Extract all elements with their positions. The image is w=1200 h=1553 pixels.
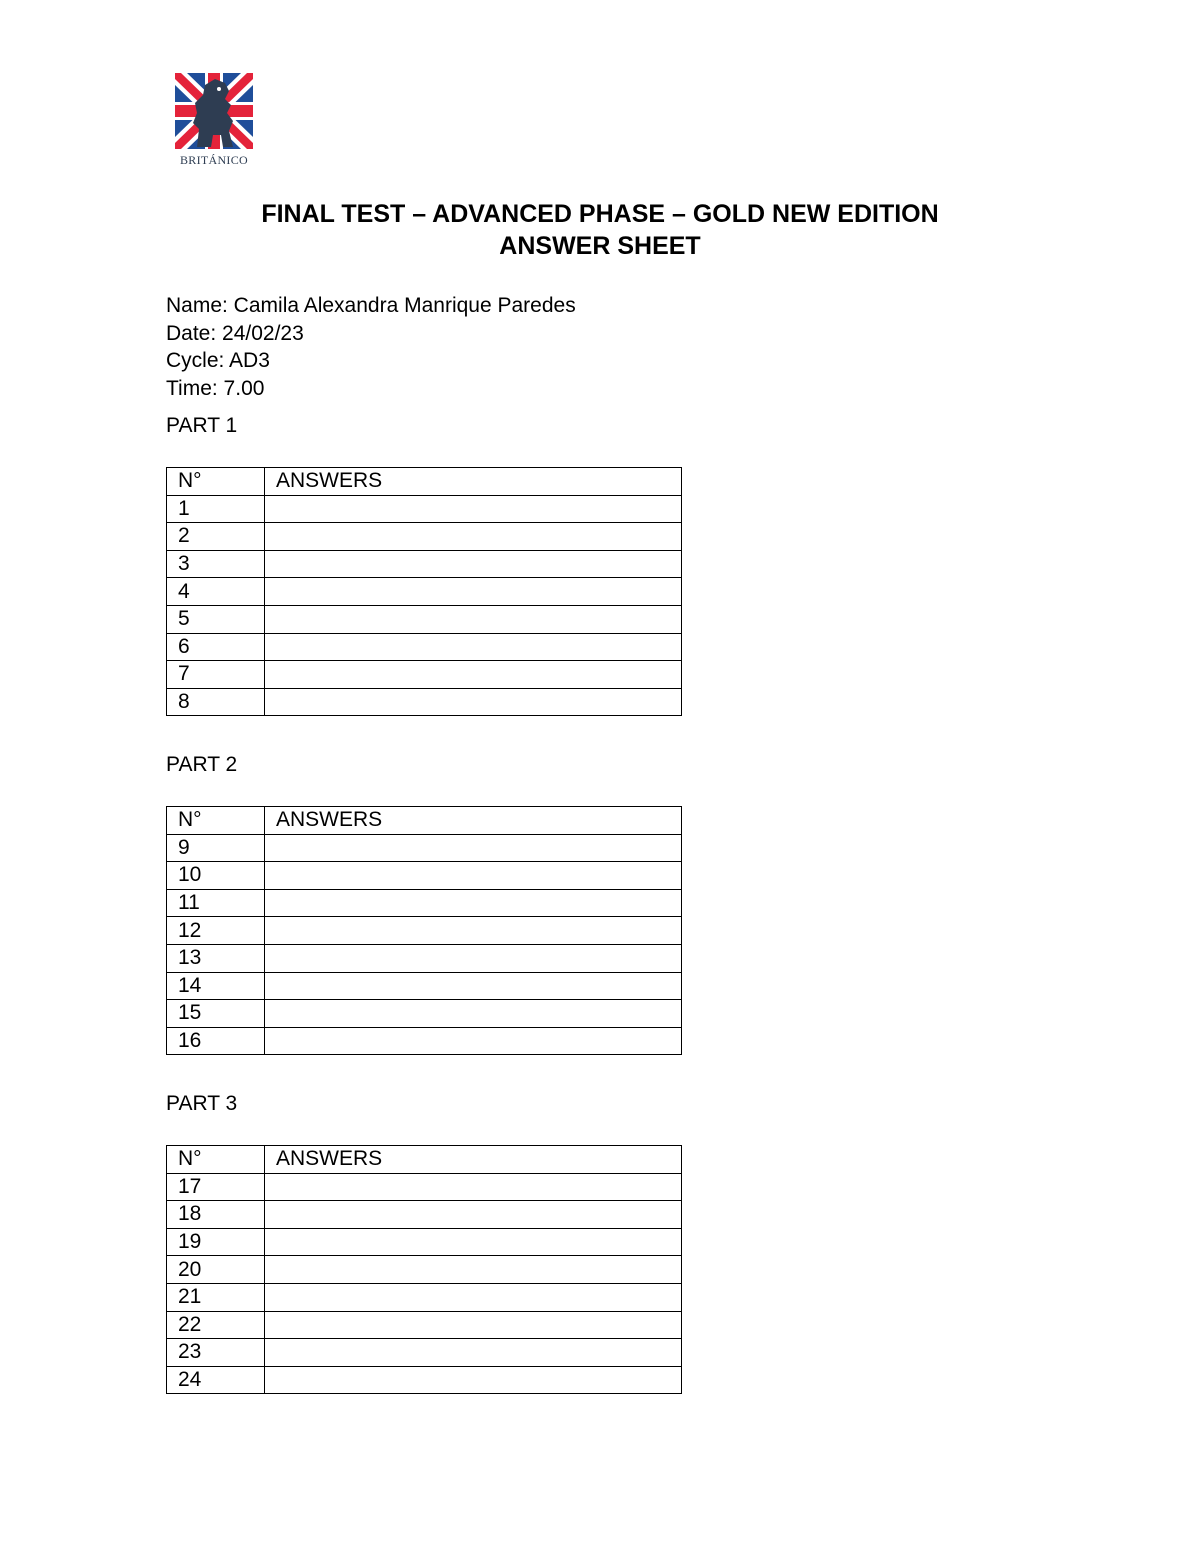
row-number: 15 [167, 1000, 265, 1028]
info-cycle: Cycle: AD3 [166, 349, 270, 372]
row-number: 3 [167, 550, 265, 578]
info-date: Date: 24/02/23 [166, 321, 304, 345]
table-row [167, 661, 682, 689]
table-row [167, 862, 682, 890]
table-row [167, 550, 682, 578]
britanico-logo [175, 73, 255, 168]
row-number: 21 [167, 1283, 265, 1311]
answer-cell[interactable] [265, 944, 682, 972]
row-number: 17 [167, 1173, 265, 1201]
row-number: 2 [167, 523, 265, 551]
table-row [167, 688, 682, 716]
header-number: N° [167, 807, 265, 835]
table-row [167, 1311, 682, 1339]
header-answers: ANSWERS [265, 468, 682, 496]
part-3-table [166, 1145, 682, 1394]
table-row [167, 1173, 682, 1201]
table-row [167, 1366, 682, 1394]
table-row [167, 1000, 682, 1028]
row-number: 22 [167, 1311, 265, 1339]
table-header-row [167, 1146, 682, 1174]
header-number: N° [167, 468, 265, 496]
answer-cell[interactable] [265, 1000, 682, 1028]
answer-cell[interactable] [265, 1027, 682, 1055]
part-1-heading: PART 1 [166, 414, 238, 437]
row-number: 18 [167, 1201, 265, 1229]
title-line-2: ANSWER SHEET [499, 232, 701, 260]
answer-cell[interactable] [265, 1256, 682, 1284]
info-time: Time: 7.00 [166, 376, 265, 400]
table-row [167, 972, 682, 1000]
answer-cell[interactable] [265, 1201, 682, 1229]
row-number: 14 [167, 972, 265, 1000]
answer-cell[interactable] [265, 889, 682, 917]
answer-cell[interactable] [265, 917, 682, 945]
logo-text: BRITÁNICO [179, 153, 249, 167]
row-number: 9 [167, 834, 265, 862]
row-number: 8 [167, 688, 265, 716]
table-header-row [167, 468, 682, 496]
answer-cell[interactable] [265, 1173, 682, 1201]
info-name: Name: Camila Alexandra Manrique Paredes [166, 294, 576, 317]
answer-cell[interactable] [265, 972, 682, 1000]
answer-cell[interactable] [265, 1366, 682, 1394]
header-number: N° [167, 1146, 265, 1174]
row-number: 13 [167, 944, 265, 972]
answer-cell[interactable] [265, 495, 682, 523]
row-number: 16 [167, 1027, 265, 1055]
table-row [167, 1027, 682, 1055]
row-number: 19 [167, 1228, 265, 1256]
table-row [167, 1256, 682, 1284]
table-row [167, 1228, 682, 1256]
table-row [167, 1283, 682, 1311]
part-1-table [166, 467, 682, 716]
table-row [167, 1201, 682, 1229]
lion-flag-emblem-icon [175, 73, 253, 149]
part-2-table [166, 806, 682, 1055]
answer-cell[interactable] [265, 550, 682, 578]
part-2-heading: PART 2 [166, 753, 238, 776]
table-row [167, 633, 682, 661]
row-number: 20 [167, 1256, 265, 1284]
answer-cell[interactable] [265, 605, 682, 633]
answer-cell[interactable] [265, 1311, 682, 1339]
row-number: 11 [167, 889, 265, 917]
document-title [0, 198, 1200, 262]
answer-cell[interactable] [265, 578, 682, 606]
table-row [167, 1339, 682, 1367]
answer-cell[interactable] [265, 1283, 682, 1311]
table-row [167, 605, 682, 633]
table-row [167, 495, 682, 523]
table-row [167, 578, 682, 606]
answer-cell[interactable] [265, 688, 682, 716]
row-number: 4 [167, 578, 265, 606]
row-number: 7 [167, 661, 265, 689]
answer-cell[interactable] [265, 523, 682, 551]
answer-cell[interactable] [265, 1228, 682, 1256]
row-number: 10 [167, 862, 265, 890]
table-row [167, 917, 682, 945]
part-3-heading: PART 3 [166, 1092, 238, 1115]
header-answers: ANSWERS [265, 807, 682, 835]
header-answers: ANSWERS [265, 1146, 682, 1174]
table-header-row [167, 807, 682, 835]
row-number: 6 [167, 633, 265, 661]
answer-cell[interactable] [265, 862, 682, 890]
table-row [167, 834, 682, 862]
table-row [167, 889, 682, 917]
row-number: 12 [167, 917, 265, 945]
table-row [167, 523, 682, 551]
row-number: 5 [167, 605, 265, 633]
title-line-1: FINAL TEST – ADVANCED PHASE – GOLD NEW EDITION [261, 200, 939, 228]
answer-cell[interactable] [265, 1339, 682, 1367]
answer-cell[interactable] [265, 834, 682, 862]
row-number: 23 [167, 1339, 265, 1367]
answer-cell[interactable] [265, 661, 682, 689]
row-number: 1 [167, 495, 265, 523]
table-row [167, 944, 682, 972]
row-number: 24 [167, 1366, 265, 1394]
student-info [166, 292, 576, 402]
answer-cell[interactable] [265, 633, 682, 661]
